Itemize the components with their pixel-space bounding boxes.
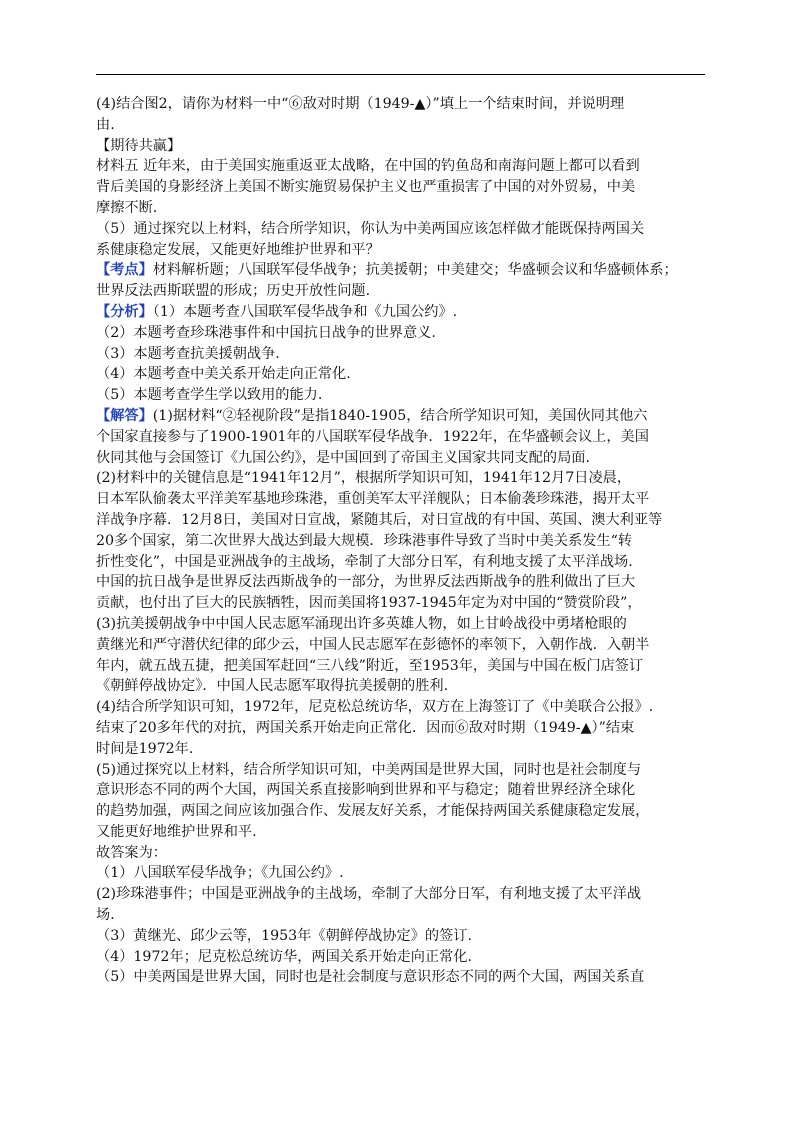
line-text: (2)珍珠港事件；中国是亚洲战争的主战场，牵制了大部分日军，有利地支援了太平洋战 bbox=[96, 886, 642, 903]
line-text: 又能更好地维护世界和平. bbox=[96, 823, 257, 840]
text-line bbox=[96, 219, 708, 240]
text-line bbox=[96, 780, 708, 801]
line-text: 摩擦不断. bbox=[96, 199, 158, 216]
text-line bbox=[96, 177, 708, 198]
line-text: 【期待共赢】 bbox=[96, 137, 182, 154]
line-text: 日本军队偷袭太平洋美军基地珍珠港，重创美军太平洋舰队；日本偷袭珍珠港，揭开太平 bbox=[96, 491, 650, 508]
line-text: 材料五 近年来，由于美国实施重返亚太战略，在中国的钓鱼岛和南海问题上都可以看到 bbox=[96, 158, 640, 175]
line-text: (2)材料中的关键信息是“1941年12月”，根据所学知识可知，1941年12月7日凌晨， bbox=[96, 470, 632, 487]
text-line bbox=[96, 510, 708, 531]
text-line bbox=[96, 385, 708, 406]
line-text: 背后美国的身影经济上美国不断实施贸易保护主义也严重损害了中国的对外贸易，中美 bbox=[96, 179, 636, 196]
line-text: 由. bbox=[96, 116, 115, 133]
line-text: （3）本题考查抗美援朝战争. bbox=[96, 345, 280, 362]
line-text: 结束了20多年代的对抗，两国关系开始走向正常化．因而⑥敌对时期（1949-▲）”结束 bbox=[96, 719, 635, 736]
line-text: 场. bbox=[96, 907, 115, 924]
text-line bbox=[96, 801, 708, 822]
text-line bbox=[96, 697, 708, 718]
text-line bbox=[96, 593, 708, 614]
line-text: 故答案为： bbox=[96, 844, 167, 861]
text-line bbox=[96, 947, 708, 968]
text-line bbox=[96, 614, 708, 635]
line-text: 个国家直接参与了1900-1901年的八国联军侵华战争．1922年，在华盛顿会议上，美国 bbox=[96, 428, 649, 445]
text-line bbox=[96, 718, 708, 739]
line-text: (4)结合所学知识可知，1972年，尼克松总统访华，双方在上海签订了《中美联合公报》. bbox=[96, 699, 654, 716]
line-text: （5）本题考查学生学以致用的能力. bbox=[96, 387, 323, 404]
line-text: 意识形态不同的两个大国，两国关系直接影响到世界和平与稳定；随着世界经济全球化 bbox=[96, 782, 636, 799]
line-text: (1)据材料“②轻视阶段”是指1840-1905，结合所学知识可知，美国伙同其他六 bbox=[152, 407, 648, 424]
text-line bbox=[96, 656, 708, 677]
section-tag: 【解答】 bbox=[96, 407, 153, 424]
line-text: 材料解析题；八国联军侵华战争；抗美援朝；中美建交；华盛顿会议和华盛顿体系； bbox=[152, 262, 678, 279]
text-line bbox=[96, 905, 708, 926]
text-line bbox=[96, 198, 708, 219]
text-line bbox=[96, 136, 708, 157]
text-line bbox=[96, 676, 708, 697]
text-line bbox=[96, 260, 708, 281]
line-text: （3）黄继光、邱少云等，1953年《朝鲜停战协定》的签订. bbox=[96, 927, 472, 944]
text-line bbox=[96, 739, 708, 760]
section-tag: 【分析】 bbox=[96, 303, 153, 320]
header-rule bbox=[96, 74, 705, 75]
text-line bbox=[96, 323, 708, 344]
text-line bbox=[96, 552, 708, 573]
text-line bbox=[96, 926, 708, 947]
text-line bbox=[96, 489, 708, 510]
text-line bbox=[96, 406, 708, 427]
text-line bbox=[96, 115, 708, 136]
line-text: 世界反法西斯联盟的形成；历史开放性问题. bbox=[96, 283, 371, 300]
text-line bbox=[96, 364, 708, 385]
line-text: 20多个国家，第二次世界大战达到最大规模．珍珠港事件导致了当时中美关系发生“转 bbox=[96, 532, 633, 549]
line-text: （1）八国联军侵华战争；《九国公约》. bbox=[96, 865, 344, 882]
line-text: （5）中美两国是世界大国，同时也是社会制度与意识形态不同的两个大国，两国关系直 bbox=[96, 969, 645, 986]
line-text: 《朝鲜停战协定》．中国人民志愿军取得抗美援朝的胜利. bbox=[96, 678, 449, 695]
text-line bbox=[96, 427, 708, 448]
text-line bbox=[96, 240, 708, 261]
line-text: 中国的抗日战争是世界反法西斯战争的一部分，为世界反法西斯战争的胜利做出了巨大 bbox=[96, 574, 636, 591]
text-line bbox=[96, 302, 708, 323]
line-text: 洋战争序幕．12月8日，美国对日宣战，紧随其后，对日宣战的有中国、英国、澳大利亚等 bbox=[96, 511, 663, 528]
line-text: 年内，就五战五捷，把美国军赶回“三八线”附近，至1953年，美国与中国在板门店签订 bbox=[96, 657, 644, 674]
text-line bbox=[96, 281, 708, 302]
line-text: （5）通过探究以上材料，结合所学知识，你认为中美两国应该怎样做才能既保持两国关 bbox=[96, 220, 645, 237]
text-line bbox=[96, 884, 708, 905]
line-text: （4）本题考查中美关系开始走向正常化. bbox=[96, 366, 351, 383]
line-text: 伙同其他与会国签订《九国公约》，是中国回到了帝国主义国家共同支配的局面. bbox=[96, 449, 590, 466]
line-text: 黄继光和严守潜伏纪律的邱少云，中国人民志愿军在彭德怀的率领下，入朝作战．入朝半 bbox=[96, 636, 650, 653]
section-tag: 【考点】 bbox=[96, 262, 153, 279]
text-line bbox=[96, 94, 708, 115]
line-text: （1）本题考查八国联军侵华战争和《九国公约》. bbox=[152, 303, 458, 320]
text-line bbox=[96, 760, 708, 781]
text-line bbox=[96, 843, 708, 864]
text-line bbox=[96, 448, 708, 469]
text-line bbox=[96, 822, 708, 843]
line-text: （2）本题考查珍珠港事件和中国抗日战争的世界意义. bbox=[96, 324, 436, 341]
line-text: 贡献，也付出了巨大的民族牺牲，因而美国将1937-1945年定为对中国的“赞赏阶段”， bbox=[96, 595, 642, 612]
text-line bbox=[96, 572, 708, 593]
line-text: 时间是1972年. bbox=[96, 740, 194, 757]
line-text: (3)抗美援朝战争中中国人民志愿军涌现出许多英雄人物，如上甘岭战役中勇堵枪眼的 bbox=[96, 615, 627, 632]
text-line bbox=[96, 531, 708, 552]
line-text: (5)通过探究以上材料，结合所学知识可知，中美两国是世界大国，同时也是社会制度与 bbox=[96, 761, 642, 778]
line-text: （4）1972年；尼克松总统访华，两国关系开始走向正常化. bbox=[96, 948, 472, 965]
line-text: 的趋势加强，两国之间应该加强合作、发展友好关系，才能保持两国关系健康稳定发展， bbox=[96, 803, 650, 820]
line-text: 折性变化”，中国是亚洲战争的主战场，牵制了大部分日军，有利地支援了太平洋战场. bbox=[96, 553, 633, 570]
line-text: (4)结合图2，请你为材料一中“⑥敌对时期（1949-▲）”填上一个结束时间，并说明理 bbox=[96, 96, 625, 112]
line-text: 系健康稳定发展，又能更好地维护世界和平？ bbox=[96, 241, 380, 258]
text-line bbox=[96, 967, 708, 988]
text-line bbox=[96, 468, 708, 489]
text-line bbox=[96, 635, 708, 656]
text-line bbox=[96, 156, 708, 177]
document-body bbox=[96, 94, 708, 988]
text-line bbox=[96, 863, 708, 884]
text-line bbox=[96, 344, 708, 365]
